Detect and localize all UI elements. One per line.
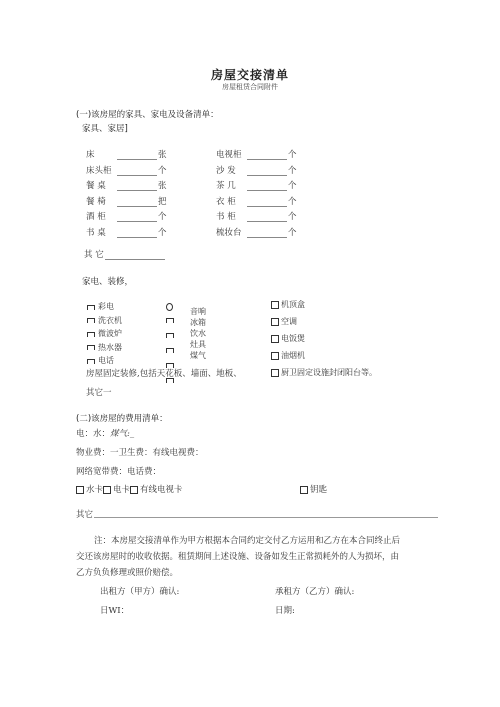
cable-card-checkbox[interactable] bbox=[130, 486, 138, 494]
furniture-row bbox=[216, 226, 297, 238]
furniture-other bbox=[84, 248, 166, 260]
furniture-row bbox=[216, 210, 297, 222]
appliance-checkbox[interactable] bbox=[271, 335, 279, 343]
quantity-blank[interactable] bbox=[247, 229, 287, 238]
quantity-blank[interactable] bbox=[117, 167, 157, 176]
furniture-unit: 张 bbox=[158, 150, 167, 160]
furniture-name: 床头柜 bbox=[86, 165, 112, 176]
quantity-blank[interactable] bbox=[247, 213, 287, 222]
furniture-name: 床 bbox=[86, 150, 95, 160]
appliance-checkbox[interactable] bbox=[87, 332, 95, 337]
appliance-label: 灶具 bbox=[190, 340, 206, 349]
note-line-2: 交还该房屋时的收收依据。租赁期间上述设施、设备如发生正常损耗外的人为损坏，由 bbox=[76, 552, 400, 562]
appliance-item bbox=[87, 328, 122, 339]
appliance-item bbox=[87, 315, 122, 326]
furniture-row bbox=[216, 148, 297, 160]
utilities-line bbox=[76, 427, 134, 439]
furniture-name: 酒 柜 bbox=[86, 212, 106, 222]
keys-label: 钥匙 bbox=[310, 485, 328, 495]
appliance-label: 饮水 bbox=[190, 329, 206, 338]
furniture-name: 茶 几 bbox=[216, 181, 236, 191]
appliances-label: 家电、装修， bbox=[82, 277, 134, 287]
appliance-checkbox[interactable] bbox=[166, 318, 174, 323]
property-fees-line: 物业费：一卫生费：有线电视费： bbox=[76, 448, 204, 458]
furniture-unit: 个 bbox=[158, 165, 167, 176]
appliance-checkbox[interactable] bbox=[166, 348, 174, 353]
appliance-label: 厨卫固定设施封闭阳台等。 bbox=[281, 368, 377, 377]
quantity-blank[interactable] bbox=[247, 151, 287, 160]
appliance-checkbox[interactable] bbox=[166, 303, 173, 311]
appliance-item bbox=[87, 342, 122, 353]
appliance-checkbox[interactable] bbox=[271, 369, 279, 377]
lessor-confirm: 出租方（甲方）确认: bbox=[100, 587, 180, 597]
furniture-unit: 个 bbox=[158, 212, 167, 222]
appliance-label: 微波炉 bbox=[98, 329, 122, 338]
furniture-unit: 个 bbox=[288, 212, 297, 222]
furniture-row bbox=[86, 179, 167, 191]
furniture-name: 梳妆台 bbox=[216, 227, 242, 238]
furniture-row bbox=[86, 195, 167, 207]
furniture-other-label: 其 它 bbox=[84, 250, 104, 260]
appliance-item bbox=[271, 333, 305, 344]
quantity-blank[interactable] bbox=[247, 182, 287, 191]
section2-other-line bbox=[94, 517, 438, 518]
quantity-blank[interactable] bbox=[117, 182, 157, 191]
electric-card-label: 电卡 bbox=[113, 485, 131, 495]
gas-text: 煤气:_ bbox=[110, 429, 135, 439]
appliance-checkbox[interactable] bbox=[87, 359, 95, 364]
furniture-unit: 个 bbox=[288, 165, 297, 176]
furniture-name: 书 柜 bbox=[216, 212, 236, 222]
water-card-checkbox[interactable] bbox=[76, 486, 84, 494]
section1-heading: (一)该房屋的家具、家电及设备清单： bbox=[76, 110, 219, 120]
utilities-text: 电：水： bbox=[76, 429, 111, 439]
appliance-label: 机顶盒 bbox=[281, 300, 305, 309]
cable-card-label: 有线电视卡 bbox=[140, 485, 183, 495]
furniture-name: 衣 柜 bbox=[216, 196, 236, 207]
cards-line bbox=[76, 483, 183, 495]
appliance-label: 洗衣机 bbox=[98, 315, 122, 325]
appliance-label: 彩电 bbox=[98, 302, 114, 311]
document-subtitle: 房屋租赁合同附件 bbox=[222, 83, 278, 91]
quantity-blank[interactable] bbox=[247, 198, 287, 207]
keys-line bbox=[300, 483, 327, 495]
furniture-unit: 张 bbox=[158, 181, 167, 191]
furniture-name: 餐 椅 bbox=[86, 196, 106, 207]
section2-heading: (二)该房屋的费用清单： bbox=[76, 414, 168, 424]
appliance-label: 电话 bbox=[98, 356, 114, 365]
furniture-unit: 个 bbox=[288, 196, 297, 207]
quantity-blank[interactable] bbox=[117, 198, 157, 207]
appliance-item bbox=[271, 367, 377, 378]
furniture-name: 餐 桌 bbox=[86, 181, 106, 191]
appliance-label: 音响 bbox=[190, 307, 206, 316]
furniture-name: 沙 发 bbox=[216, 165, 236, 176]
appliance-checkbox[interactable] bbox=[87, 305, 95, 310]
note-line-1: 注：本房屋交接清单作为甲方根据本合同约定交付乙方运用和乙方在本合同终止后 bbox=[94, 536, 401, 546]
appliance-label: 电饭煲 bbox=[281, 334, 305, 343]
appliance-item bbox=[271, 299, 305, 310]
quantity-blank[interactable] bbox=[117, 213, 157, 222]
furniture-row bbox=[86, 164, 167, 176]
appliance-checkbox[interactable] bbox=[271, 301, 279, 309]
furniture-row bbox=[216, 179, 297, 191]
section2-other: 其它 bbox=[76, 510, 94, 520]
quantity-blank[interactable] bbox=[247, 167, 287, 176]
furniture-unit: 个 bbox=[288, 150, 297, 160]
water-card-label: 水卡 bbox=[86, 485, 104, 495]
keys-checkbox[interactable] bbox=[300, 486, 308, 494]
appliance-item bbox=[87, 355, 114, 366]
lessor-date: 日WI： bbox=[100, 606, 130, 616]
furniture-name: 电视柜 bbox=[216, 150, 242, 160]
furniture-unit: 个 bbox=[158, 227, 167, 238]
appliance-checkbox[interactable] bbox=[271, 352, 279, 360]
appliance-label: 热水器 bbox=[98, 342, 122, 352]
appliance-label: 油烟机 bbox=[281, 351, 305, 360]
electric-card-checkbox[interactable] bbox=[103, 486, 111, 494]
appliance-checkbox[interactable] bbox=[166, 333, 174, 338]
appliance-label: 冰箱 bbox=[190, 318, 206, 327]
furniture-unit: 个 bbox=[288, 227, 297, 238]
furniture-row bbox=[86, 210, 167, 222]
appliance-label: 煤气 bbox=[190, 351, 206, 360]
appliance-item bbox=[271, 316, 297, 327]
lessee-date: 日期: bbox=[275, 606, 295, 616]
furniture-row bbox=[216, 164, 297, 176]
appliance-checkbox[interactable] bbox=[87, 318, 95, 323]
network-fees-line: 网络宽带费：电话费： bbox=[76, 467, 162, 477]
furniture-unit: 个 bbox=[288, 181, 297, 191]
appliance-item bbox=[271, 350, 305, 361]
furniture-name: 书 桌 bbox=[86, 227, 106, 238]
quantity-blank[interactable] bbox=[117, 151, 157, 160]
appliance-item bbox=[87, 301, 114, 312]
note-line-3: 乙方负负修理或照价赔偿。 bbox=[76, 568, 179, 578]
furniture-row bbox=[86, 226, 167, 238]
appliance-label: 空调 bbox=[281, 317, 297, 326]
quantity-blank[interactable] bbox=[117, 229, 157, 238]
lessee-confirm: 承租方（乙方）确认: bbox=[275, 587, 355, 597]
furniture-row bbox=[86, 148, 167, 160]
appliance-checkbox[interactable] bbox=[271, 318, 279, 326]
document-title: 房屋交接清单 bbox=[210, 68, 289, 82]
furniture-unit: 把 bbox=[158, 196, 167, 207]
furniture-row bbox=[216, 195, 297, 207]
decoration-text: 房屋固定装修,包括天花板、墙面、地板、 bbox=[86, 369, 242, 379]
appliance-checkbox[interactable] bbox=[87, 345, 95, 350]
furniture-label: 家具、家居] bbox=[82, 124, 128, 134]
section1-other: 其它一 bbox=[86, 388, 112, 398]
